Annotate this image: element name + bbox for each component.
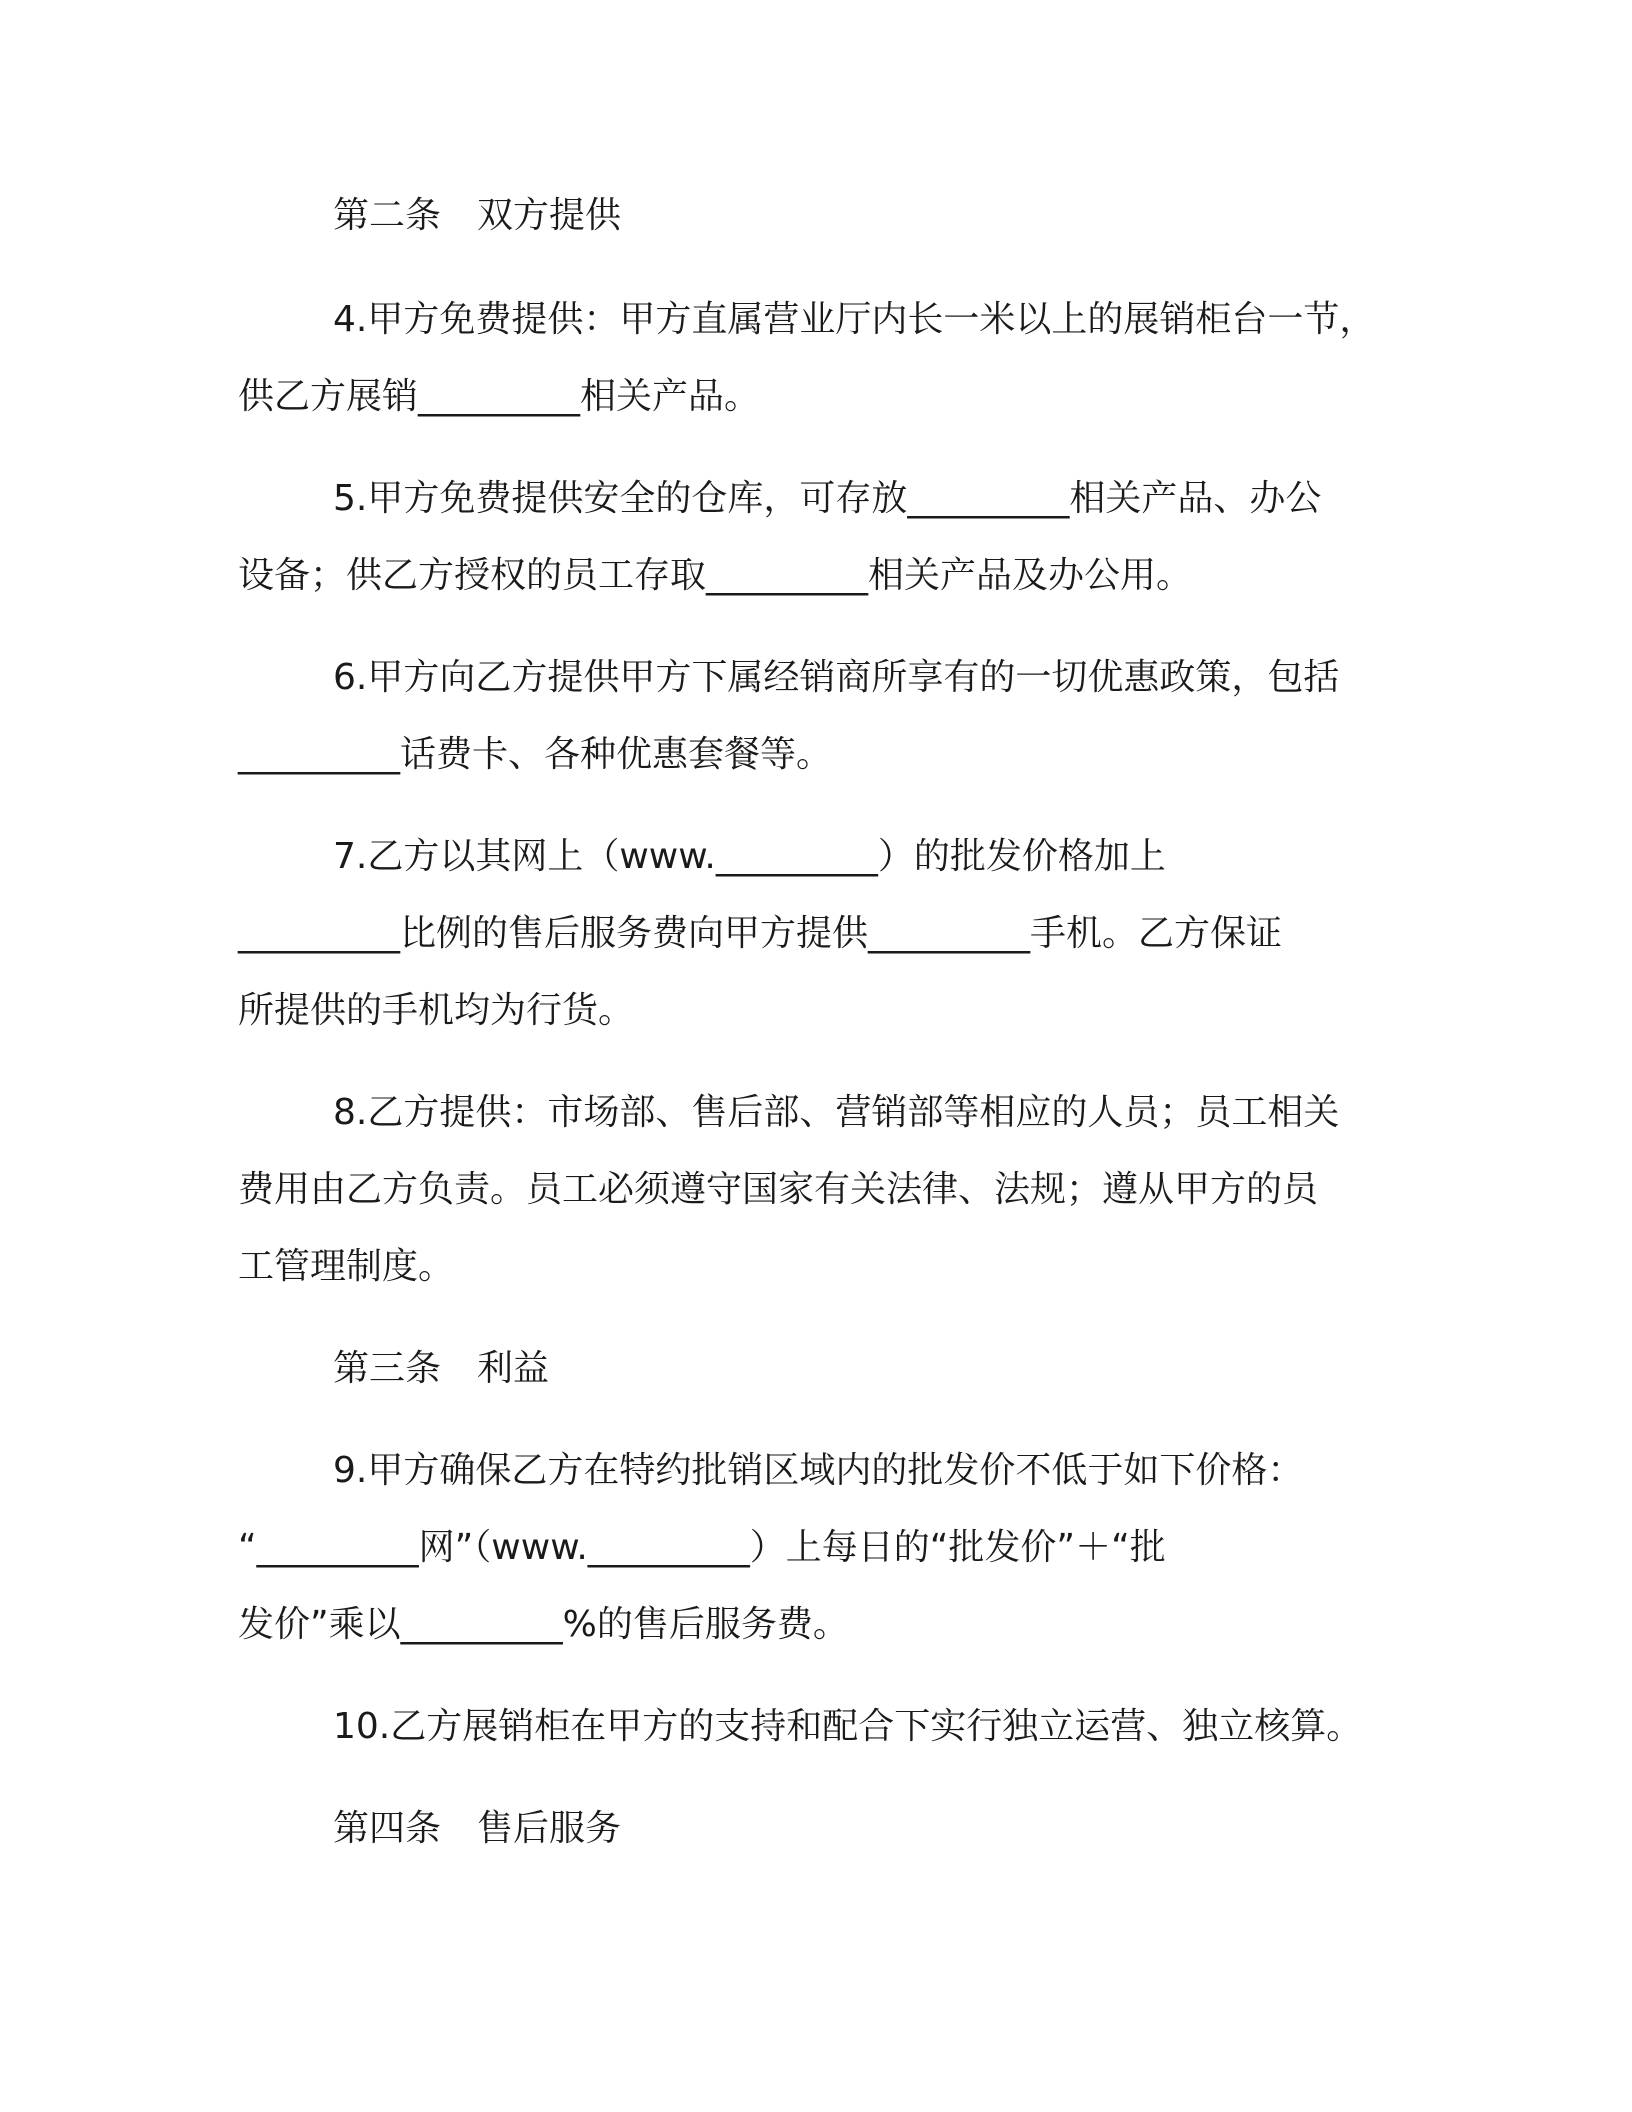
clause-5-line-1: 5.甲方免费提供安全的仓库，可存放_________相关产品、办公 bbox=[333, 478, 1322, 519]
clause-5-line-2: 设备；供乙方授权的员工存取_________相关产品及办公用。 bbox=[238, 555, 1193, 596]
clause-7-line-3: 所提供的手机均为行货。 bbox=[238, 990, 635, 1031]
clause-6-line-2: _________话费卡、各种优惠套餐等。 bbox=[238, 734, 833, 775]
clause-8-line-2: 费用由乙方负责。员工必须遵守国家有关法律、法规；遵从甲方的员 bbox=[238, 1169, 1319, 1210]
clause-9-line-2: “_________网”（www._________）上每日的“批发价”＋“批 bbox=[238, 1527, 1166, 1568]
clause-9-line-3: 发价”乘以_________%的售后服务费。 bbox=[238, 1604, 849, 1645]
clause-8-line-1: 8.乙方提供：市场部、售后部、营销部等相应的人员；员工相关 bbox=[333, 1092, 1340, 1133]
section-2-heading: 第二条 双方提供 bbox=[333, 195, 622, 236]
clause-4-line-2: 供乙方展销_________相关产品。 bbox=[238, 376, 761, 417]
clause-7-line-2: _________比例的售后服务费向甲方提供_________手机。乙方保证 bbox=[238, 913, 1283, 954]
clause-8-line-3: 工管理制度。 bbox=[238, 1246, 455, 1287]
clause-10-line-1: 10.乙方展销柜在甲方的支持和配合下实行独立运营、独立核算。 bbox=[333, 1706, 1363, 1747]
clause-9-line-1: 9.甲方确保乙方在特约批销区域内的批发价不低于如下价格： bbox=[333, 1450, 1304, 1491]
section-3-heading: 第三条 利益 bbox=[333, 1348, 550, 1389]
clause-7-line-1: 7.乙方以其网上（www._________）的批发价格加上 bbox=[333, 836, 1166, 877]
clause-6-line-1: 6.甲方向乙方提供甲方下属经销商所享有的一切优惠政策，包括 bbox=[333, 657, 1340, 698]
clause-4-line-1: 4.甲方免费提供：甲方直属营业厅内长一米以上的展销柜台一节， bbox=[333, 299, 1376, 340]
section-4-heading: 第四条 售后服务 bbox=[333, 1808, 622, 1849]
